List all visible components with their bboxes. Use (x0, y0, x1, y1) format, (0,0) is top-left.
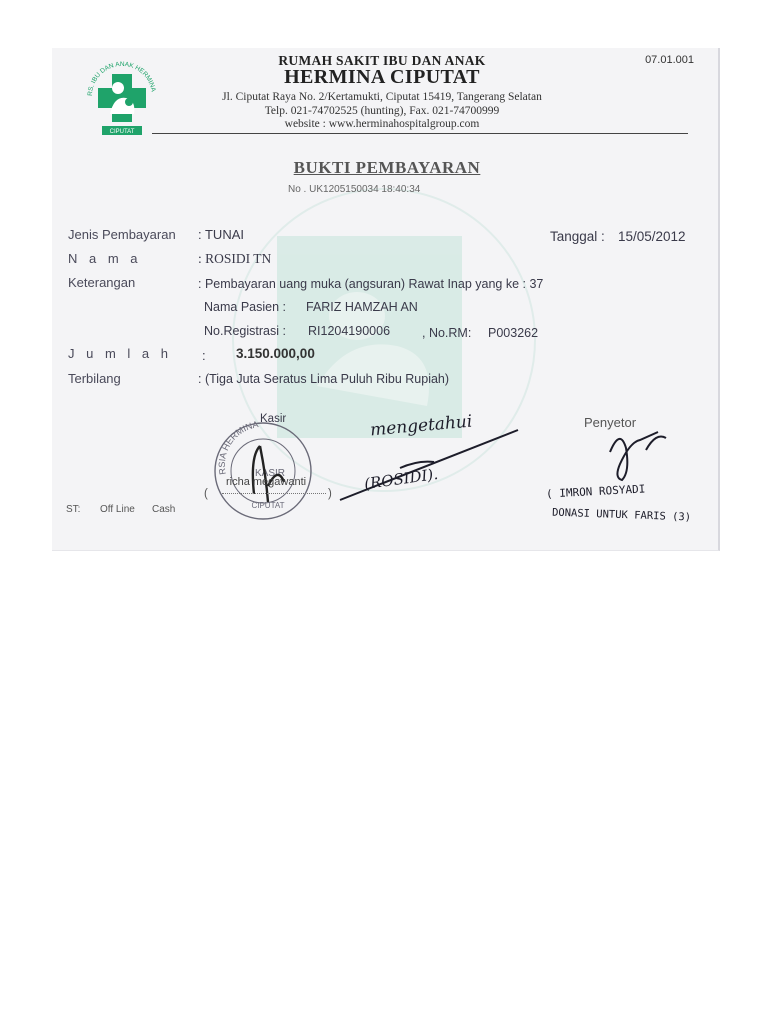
hospital-website: website : www.herminahospitalgroup.com (284, 118, 480, 130)
hospital-address: Jl. Ciputat Raya No. 2/Kertamukti, Ciputat 15419, Tangerang Selatan (222, 91, 542, 103)
hospital-type: RUMAH SAKIT IBU DAN ANAK (278, 53, 486, 68)
jenis-pembayaran-value: : TUNAI (198, 227, 244, 242)
hospital-name: HERMINA CIPUTAT (284, 66, 480, 88)
mengetahui-signature (334, 424, 524, 504)
receipt-number: No . UK1205150034 18:40:34 (288, 184, 421, 195)
svg-text:CIPUTAT: CIPUTAT (109, 129, 135, 135)
header-divider (152, 133, 688, 134)
kasir-name-line (222, 493, 326, 494)
donation-note: DONASI UNTUK FARIS (3) (551, 506, 692, 524)
penyetor-name: ( IMRON ROSYADI (545, 482, 646, 501)
svg-text:CIPUTAT: CIPUTAT (251, 501, 285, 510)
keterangan-label: Keterangan (68, 275, 136, 290)
tanggal-value: 15/05/2012 (618, 229, 686, 244)
payment-receipt (52, 48, 720, 551)
penyetor-label: Penyetor (584, 415, 637, 430)
receipt-title: BUKTI PEMBAYARAN (293, 158, 481, 177)
jumlah-value: 3.150.000,00 (236, 346, 315, 361)
kasir-open-paren: ( (204, 488, 208, 500)
tanggal-label: Tanggal : (550, 229, 605, 244)
svg-text:RS. IBU DAN ANAK HERMINA: RS. IBU DAN ANAK HERMINA (86, 60, 157, 97)
nama-pasien-label: Nama Pasien : (204, 300, 286, 314)
nama-value: : ROSIDI TN (198, 251, 272, 266)
hospital-logo (82, 56, 162, 136)
document-code: 07.01.001 (645, 54, 694, 66)
no-registrasi-value: RI1204190006 (308, 324, 391, 338)
jumlah-colon: : (202, 348, 206, 363)
mengetahui-name: (ROSIDI). (363, 464, 440, 494)
kasir-label: Kasir (260, 413, 287, 425)
status-mode: Off Line (100, 504, 135, 515)
kasir-name: richa megawanti (226, 476, 307, 488)
status-label: ST: (66, 504, 81, 515)
svg-text:KASIR: KASIR (254, 468, 286, 479)
nama-label: N a m a (68, 251, 142, 266)
terbilang-label: Terbilang (68, 371, 121, 386)
no-registrasi-label: No.Registrasi : (204, 324, 286, 338)
mengetahui-note: mengetahui (369, 411, 474, 441)
terbilang-value: : (Tiga Juta Seratus Lima Puluh Ribu Rupiah) (198, 372, 450, 386)
jumlah-label: J u m l a h (68, 346, 172, 361)
keterangan-value: : Pembayaran uang muka (angsuran) Rawat Inap yang ke : 37 (198, 277, 544, 291)
status-method: Cash (152, 504, 176, 515)
hospital-phone: Telp. 021-74702525 (hunting), Fax. 021-74700999 (264, 105, 500, 117)
no-rm-value: P003262 (488, 326, 539, 340)
kasir-close-paren: ) (328, 488, 332, 500)
no-rm-label: , No.RM: (422, 326, 472, 340)
kasir-stamp (208, 416, 318, 526)
nama-pasien-value: FARIZ HAMZAH AN (306, 300, 418, 314)
jenis-pembayaran-label: Jenis Pembayaran (68, 227, 176, 242)
svg-text:RSIA HERMINA: RSIA HERMINA (216, 419, 260, 476)
